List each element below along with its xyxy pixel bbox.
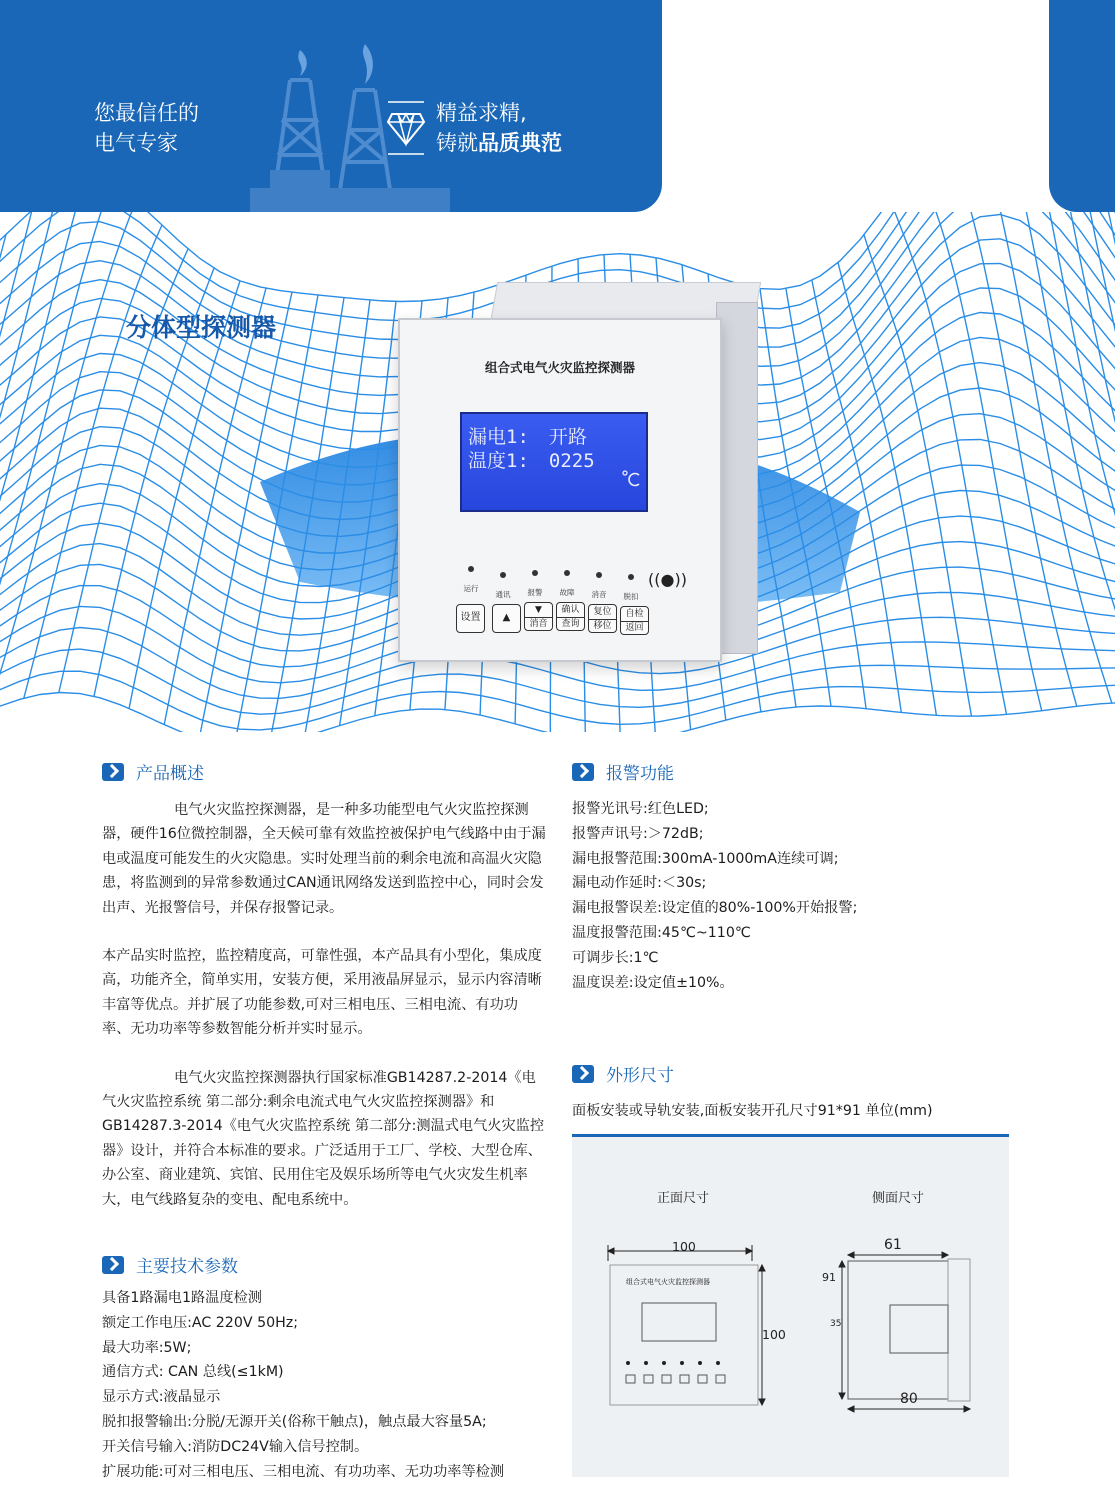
side-top-label: 61 [884,1237,902,1253]
front-view-label: 正面尺寸 [657,1191,710,1206]
overview-text [102,798,546,1212]
lcd-line-2-value: 0225 [548,450,595,472]
params-item: 显示方式:液晶显示 [102,1389,221,1406]
params-item: 扩展功能:可对三相电压、三相电流、有功功率、无功功率等检测 [102,1463,505,1480]
overview-paragraph-3: 电气火灾监控探测器执行国家标准GB14287.2-2014《电气火灾监控系统 第二部分:剩余电流式电气火灾监控探测器》和GB14287.3-2014《电气火灾监控系统 第二部分:测温式电气火灾监控器》设计，并符合本标准的要求。广泛适用于工厂、学校、大型仓库、办公室、商业建筑、宾馆、民用住宅及娱乐场所等电气火灾发生机率大，电气线路复杂的变电、配电系统中。 [102,1069,545,1208]
buzzer-icon: ((●)) [648,570,687,589]
side-left-label: 91 [822,1271,836,1284]
params-title: 主要技术参数 [136,1257,238,1277]
side-view-label: 侧面尺寸 [872,1191,925,1206]
front-height-label: 100 [762,1327,786,1342]
front-device-label: 组合式电气火灾监控探测器 [626,1278,710,1286]
dimension-lines [572,1137,1009,1477]
lcd-line-2 [468,446,595,473]
dimensions-note: 面板安装或导轨安装,面板安装开孔尺寸91*91 单位(mm) [572,1103,933,1119]
led-run: 运行 [456,566,486,595]
arrow-right-icon [572,1065,594,1083]
led-comm: 通讯 [488,572,518,601]
params-item: 额定工作电压:AC 220V 50Hz; [102,1314,299,1331]
overview-heading [102,759,204,784]
header-banner [0,0,662,212]
slogan-left [94,98,199,158]
lcd-line-1 [468,422,587,449]
device-label: 组合式电气火灾监控探测器 [484,360,635,375]
slogan-right-bold: 品质典范 [478,131,562,155]
side-mid-label: 35 [830,1319,842,1329]
device-side [716,302,758,654]
params-item: 开关信号输入:消防DC24V输入信号控制。 [102,1438,369,1455]
dimensions-title: 外形尺寸 [606,1066,674,1086]
overview-paragraph-2: 本产品实时监控，监控精度高，可靠性强，本产品具有小型化，集成度高，功能齐全，简单实用，安装方便，采用液晶屏显示，显示内容清晰丰富等优点。并扩展了功能参数,可对三相电压、三相电流、有功功率、无功功率等参数智能分析并实时显示。 [102,948,542,1038]
alarm-list [572,797,857,995]
arrow-right-icon [572,763,594,781]
key-settings[interactable]: 设置 [456,604,485,633]
lcd-line-1-name: 漏电1: [468,426,529,448]
front-width-label: 100 [672,1239,696,1254]
alarm-item: 温度误差:设定值±10%。 [572,974,734,991]
params-item: 脱扣报警输出:分脱/无源开关(俗称干触点)，触点最大容量5A; [102,1413,487,1430]
slogan-right-line2 [436,128,562,158]
alarm-item: 可调步长:1℃ [572,949,659,966]
params-item: 通信方式: CAN 总线(≤1kM) [102,1364,284,1381]
slogan-left-line1: 您最信任的 [94,101,199,125]
params-list [102,1286,504,1484]
alarm-item: 温度报警范围:45℃~110℃ [572,924,751,941]
device-front-panel [398,318,722,662]
params-heading [102,1252,238,1277]
alarm-item: 漏电报警误差:设定值的80%-100%开始报警; [572,900,858,917]
slogan-left-line2: 电气专家 [94,131,178,155]
key-down-mute[interactable]: ▼ 消音 [524,602,553,631]
slogan-right-plain: 铸就 [436,131,478,155]
led-fault: 故障 [552,570,582,599]
lcd-line-2-name: 温度1: [468,450,529,472]
alarm-item: 漏电动作延时:＜30s; [572,875,707,892]
overview-title: 产品概述 [136,764,204,784]
params-item: 最大功率:5W; [102,1339,192,1356]
alarm-item: 漏电报警范围:300mA-1000mA连续可调; [572,850,839,867]
diamond-icon [386,100,426,156]
alarm-item: 报警光讯号:红色LED; [572,801,709,817]
led-mute: 消音 [584,572,614,601]
alarm-item: 报警声讯号:＞72dB; [572,825,704,842]
key-selftest-back[interactable]: 自检 返回 [620,606,649,635]
lcd-screen [460,412,648,512]
alarm-heading [572,759,674,784]
lcd-line-1-value: 开路 [548,426,587,448]
key-up[interactable]: ▲ [492,604,521,633]
arrow-right-icon [102,763,124,781]
params-item: 具备1路漏电1路温度检测 [102,1290,262,1306]
key-confirm-query[interactable]: 确认 查询 [556,602,585,631]
temperature-icon [622,470,642,488]
product-title: 分体型探测器 [126,313,277,342]
slogan-right [436,98,562,158]
dimensions-heading [572,1061,674,1086]
key-reset-shift[interactable]: 复位 移位 [588,604,617,633]
dimension-drawing [572,1134,1009,1477]
arrow-right-icon [102,1256,124,1274]
alarm-title: 报警功能 [606,764,674,784]
side-bottom-label: 80 [900,1391,918,1407]
overview-paragraph-1: 电气火灾监控探测器，是一种多功能型电气火灾监控探测器，硬件16位微控制器，全天候可靠有效监控被保护电气线路中由于漏电或温度可能发生的火灾隐患。实时处理当前的剩余电流和高温火灾隐患，将监测到的异常参数通过CAN通讯网络发送到监控中心，同时会发出声、光报警信号，并保存报警记录。 [102,802,546,916]
header-corner-tab [1049,0,1115,212]
led-alarm: 报警 [520,570,550,599]
slogan-right-line1: 精益求精, [436,101,527,125]
device-photo [398,282,750,664]
led-trip: 脱扣 [616,574,646,603]
